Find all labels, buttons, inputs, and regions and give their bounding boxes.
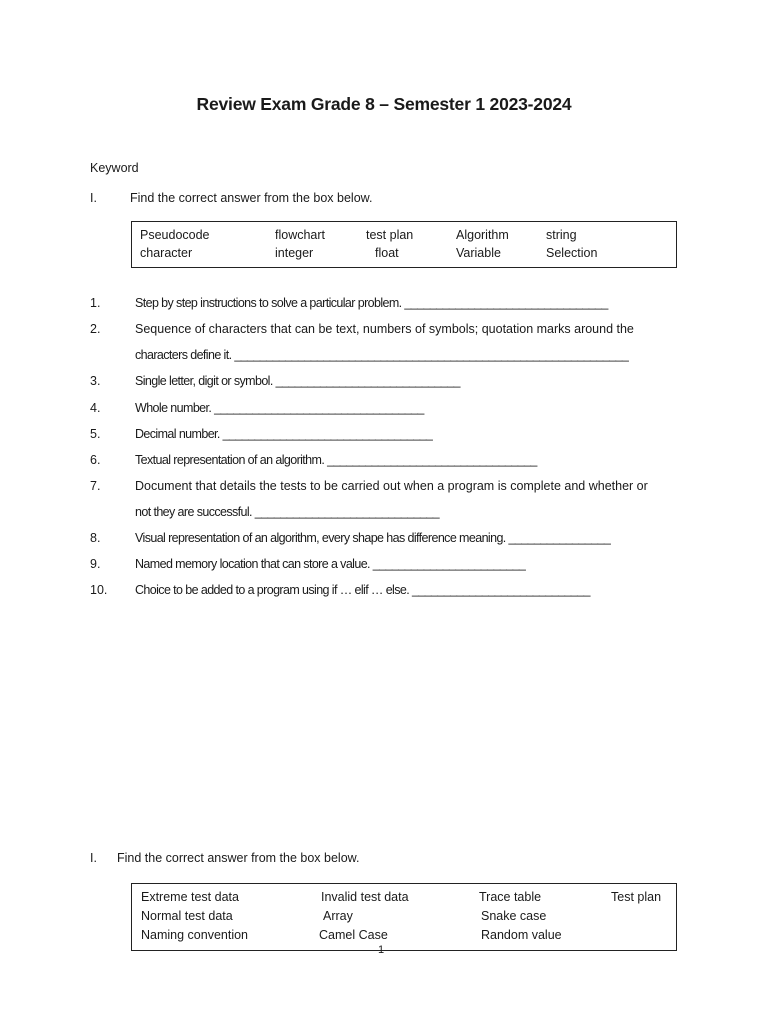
question-text: Single letter, digit or symbol. _____________________________ [135,374,460,388]
question-number: 3. [90,374,101,388]
word-bank-item: Algorithm [456,228,509,242]
question-text: Sequence of characters that can be text, numbers of symbols; quotation marks around the [135,322,634,336]
question-number: 8. [90,531,101,545]
word-bank-item: Naming convention [141,928,249,942]
question-text: Whole number. _________________________________ [135,401,424,415]
word-bank-item: Variable [456,246,501,260]
word-bank-item: Snake case [481,909,547,923]
page-number: 1 [378,944,385,956]
word-bank-item: Random value [481,928,562,942]
word-bank-box-2 [131,883,677,951]
keyword-label: Keyword [90,161,139,175]
word-bank-item: Selection [546,246,598,260]
word-bank-item: Extreme test data [141,890,239,904]
question-number: 5. [90,427,101,441]
word-bank-item: Invalid test data [321,890,409,904]
section1-numeral: I. [90,191,97,205]
question-text: Document that details the tests to be carried out when a program is complete and whether or [135,479,648,493]
word-bank-item: test plan [366,228,414,242]
question-text: Step by step instructions to solve a particular problem. ________________________________ [135,296,608,310]
section2-numeral: I. [90,851,97,865]
question-text: Named memory location that can store a value. ________________________ [135,557,526,571]
word-bank-item: Array [323,909,353,923]
page-title: Review Exam Grade 8 – Semester 1 2023-2024 [196,94,572,114]
question-text-continued: characters define it. ______________________________________________________________ [135,348,629,362]
question-number: 10. [90,583,108,597]
word-bank-item: Pseudocode [140,228,210,242]
word-bank-item: character [140,246,193,260]
word-bank-item: Camel Case [319,928,388,942]
section1-instruction: Find the correct answer from the box below. [130,191,373,205]
word-bank-item: flowchart [275,228,326,242]
word-bank-item: integer [275,246,314,260]
question-number: 6. [90,453,101,467]
word-bank-item: float [375,246,399,260]
question-number: 4. [90,401,101,415]
question-number: 9. [90,557,101,571]
question-text: Textual representation of an algorithm. _________________________________ [135,453,537,467]
question-number: 7. [90,479,101,493]
word-bank-item: string [546,228,577,242]
word-bank-box-1 [131,221,677,268]
section2-instruction: Find the correct answer from the box below. [117,851,360,865]
word-bank-item: Trace table [479,890,542,904]
word-bank-item: Test plan [611,890,662,904]
question-text: Choice to be added to a program using if … elif … else. ____________________________ [135,583,590,597]
word-bank-item: Normal test data [141,909,233,923]
question-number: 1. [90,296,101,310]
question-text-continued: not they are successful. _____________________________ [135,505,439,519]
question-number: 2. [90,322,101,336]
question-text: Visual representation of an algorithm, every shape has difference meaning. ________________ [135,531,611,545]
question-text: Decimal number. _________________________________ [135,427,433,441]
